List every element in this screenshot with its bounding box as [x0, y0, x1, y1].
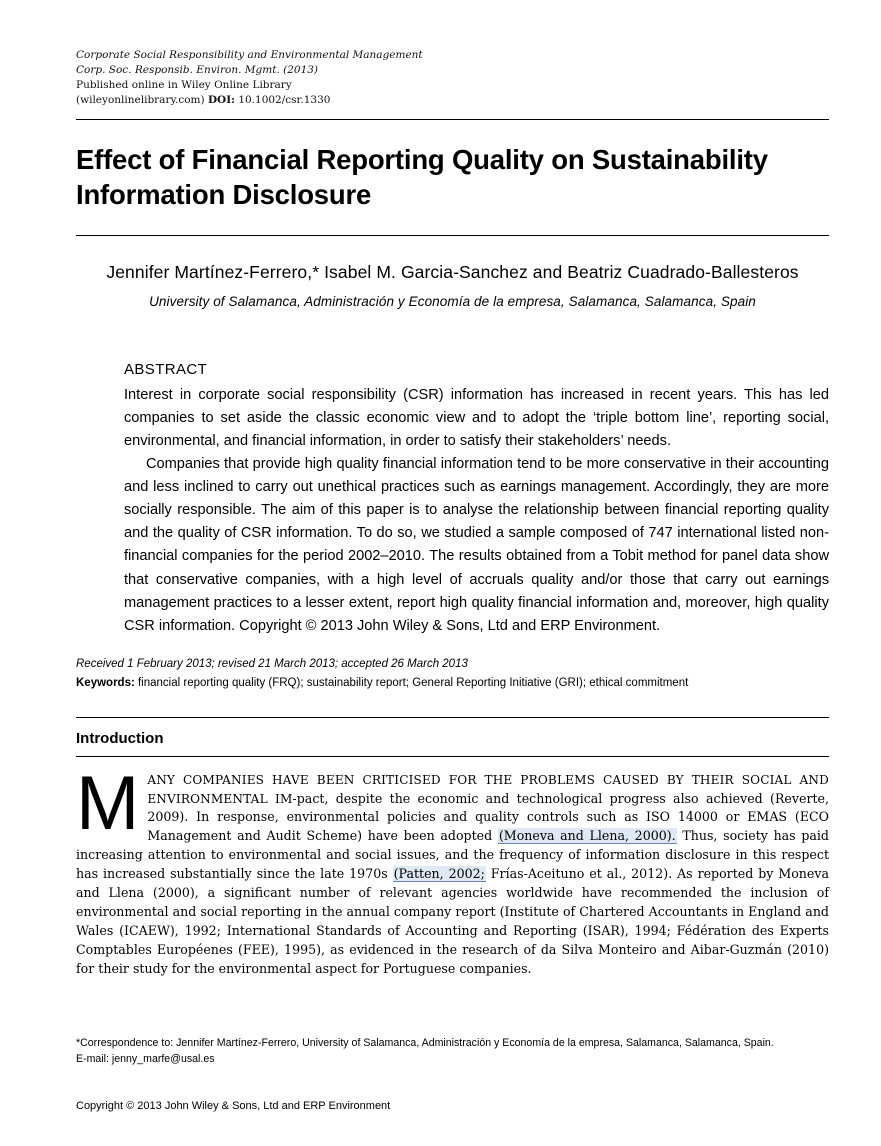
header-divider — [76, 119, 829, 120]
journal-header — [76, 48, 829, 108]
keywords — [76, 677, 829, 689]
section-divider-bottom — [76, 756, 829, 757]
abstract-label: ABSTRACT — [124, 361, 208, 379]
journal-citation: Corp. Soc. Responsib. Environ. Mgmt. (2013) — [76, 63, 319, 76]
drop-cap: M — [76, 760, 140, 846]
citation-link-moneva[interactable]: (Moneva and Llena, 2000). — [498, 828, 676, 844]
body-paragraph — [76, 760, 829, 979]
abstract-paragraph-2: Companies that provide high quality financial information tend to be more conservative in their accounting and less inclined to carry out unethical practices such as earnings management. Accordingly, they are more socially responsible. The aim of this paper is to analyse the relationship between financial reporting quality and the quality of CSR information. To do so, we studied a sample composed of 747 international listed non-financial companies for the period 2002–2010. The results obtained from a Tobit method for panel data show that conservative companies, with a high level of accruals quality and/or those that carry out earnings management practices to a lesser extent, report high quality financial information and, moreover, high quality CSR information. Copyright © 2013 John Wiley & Sons, Ltd and ERP Environment. — [124, 456, 829, 634]
abstract-text — [124, 384, 829, 638]
body-text-part-1: pact, despite the economic and technological progress also achieved (Reverte, 2009). In response, environmental policies and quality controls such as ISO 14000 or EMAS (ECO Management and Audit Scheme) have been adopted — [147, 790, 829, 844]
affiliation: University of Salamanca, Administración y Economía de la empresa, Salamanca, Salamanca, Spain — [149, 294, 756, 310]
lead-smallcaps: ANY COMPANIES HAVE BEEN CRITICISED FOR THE PROBLEMS CAUSED BY THEIR SOCIAL AND ENVIRONMENTAL IM- — [147, 772, 829, 806]
body-text-part-2: Thus, society has paid increasing attention to environmental and social issues, and the frequency of information disclosure in this respect has increased substantially since the late 1970s — [76, 828, 829, 882]
title-divider — [76, 235, 829, 236]
doi-label: DOI: — [207, 93, 235, 106]
section-divider-top — [76, 717, 829, 718]
doi-value: 10.1002/csr.1330 — [234, 93, 331, 106]
keywords-value: financial reporting quality (FRQ); sustainability report; General Reporting Initiative (GRI); ethical commitment — [134, 676, 689, 689]
body-text-part-3: Frías-Aceituno et al., 2012). As reported by Moneva and Llena (2000), a significant number of relevant agencies worldwide have recommended the inclusion of environmental and social reporting in the annual company report (Institute of Chartered Accountants in England and Wales (ICAEW), 1992; International Standards of Accounting and Reporting (ISAR), 1994; Fédération des Experts Comptables Européenes (FEE), 1995), as evidenced in the research of da Silva Monteiro and Aibar-Guzmán (2010) for their study for the environmental aspect for Portuguese companies. — [76, 866, 829, 976]
author-list: Jennifer Martínez-Ferrero,* Isabel M. Garcia-Sanchez and Beatriz Cuadrado-Ballesteros — [106, 262, 799, 283]
keywords-label: Keywords: — [76, 676, 135, 689]
copyright-line: Copyright © 2013 John Wiley & Sons, Ltd and ERP Environment — [76, 1100, 391, 1112]
correspondence-line: *Correspondence to: Jennifer Martínez-Ferrero, University of Salamanca, Administración y Economía de la empresa, Salamanca, Salamanca, Spain. — [76, 1037, 774, 1050]
published-online: Published online in Wiley Online Library — [76, 78, 292, 91]
abstract-block — [124, 361, 829, 638]
article-history: Received 1 February 2013; revised 21 March 2013; accepted 26 March 2013 — [76, 657, 468, 670]
page-title: Effect of Financial Reporting Quality on Sustainability Information Disclosure — [76, 143, 768, 211]
journal-name: Corporate Social Responsibility and Environmental Management — [76, 49, 423, 61]
section-heading: Introduction — [76, 729, 164, 747]
abstract-paragraph-1: Interest in corporate social responsibility (CSR) information has increased in recent years. This has led companies to set aside the classic economic view and to adopt the ‘triple bottom line’, reporting social, environmental, and financial information, in order to satisfy their stakeholders’ needs. — [124, 387, 829, 450]
email-line: E-mail: jenny_marfe@usal.es — [76, 1053, 215, 1066]
correspondence-footnote — [76, 1036, 836, 1068]
doi-line — [76, 93, 829, 108]
publisher-url: (wileyonlinelibrary.com) — [76, 93, 208, 106]
citation-link-patten[interactable]: (Patten, 2002; — [393, 866, 485, 882]
